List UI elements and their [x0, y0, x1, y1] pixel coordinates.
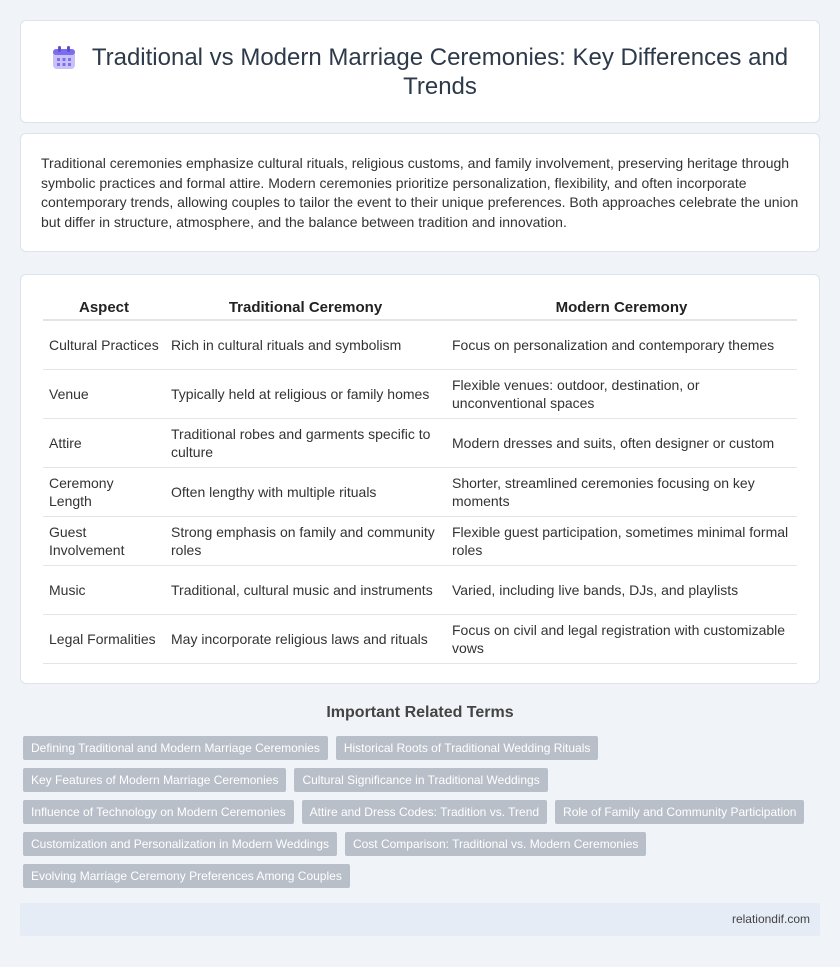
cell-modern: Varied, including live bands, DJs, and playlists: [446, 565, 797, 614]
column-header-aspect: Aspect: [43, 295, 165, 320]
related-terms-list: [23, 736, 823, 888]
cell-modern: Focus on civil and legal registration with customizable vows: [446, 614, 797, 663]
related-term-tag[interactable]: Attire and Dress Codes: Tradition vs. Trend: [302, 800, 547, 824]
cell-modern: Focus on personalization and contemporary themes: [446, 320, 797, 369]
related-term-tag[interactable]: Key Features of Modern Marriage Ceremonies: [23, 768, 286, 792]
column-header-modern: Modern Ceremony: [446, 295, 797, 320]
table-header-row: [43, 295, 797, 320]
table-row: [43, 418, 797, 467]
cell-aspect: Legal Formalities: [43, 614, 165, 663]
related-term-tag[interactable]: Defining Traditional and Modern Marriage Ceremonies: [23, 736, 328, 760]
table-row: [43, 614, 797, 663]
title-card: [20, 20, 820, 123]
related-term-tag[interactable]: Influence of Technology on Modern Ceremonies: [23, 800, 294, 824]
cell-modern: Modern dresses and suits, often designer or custom: [446, 418, 797, 467]
cell-aspect: Attire: [43, 418, 165, 467]
cell-traditional: Typically held at religious or family homes: [165, 369, 446, 418]
footer: [20, 903, 820, 936]
table-row: [43, 369, 797, 418]
related-term-tag[interactable]: Customization and Personalization in Modern Weddings: [23, 832, 337, 856]
cell-modern: Shorter, streamlined ceremonies focusing on key moments: [446, 467, 797, 516]
comparison-table: [43, 295, 797, 664]
table-row: [43, 516, 797, 565]
comparison-table-card: [20, 274, 820, 684]
page-title: Traditional vs Modern Marriage Ceremonies: Key Differences and Trends: [91, 43, 789, 100]
cell-traditional: Often lengthy with multiple rituals: [165, 467, 446, 516]
cell-traditional: Rich in cultural rituals and symbolism: [165, 320, 446, 369]
cell-aspect: Venue: [43, 369, 165, 418]
related-terms-heading: Important Related Terms: [326, 704, 514, 721]
cell-aspect: Cultural Practices: [43, 320, 165, 369]
cell-modern: Flexible venues: outdoor, destination, or unconventional spaces: [446, 369, 797, 418]
cell-traditional: Traditional, cultural music and instruments: [165, 565, 446, 614]
table-row: [43, 467, 797, 516]
related-term-tag[interactable]: Historical Roots of Traditional Wedding Rituals: [336, 736, 599, 760]
footer-site-link[interactable]: relationdif.com: [731, 912, 810, 926]
related-term-tag[interactable]: Cultural Significance in Traditional Weddings: [294, 768, 547, 792]
table-row: [43, 565, 797, 614]
intro-card: [20, 133, 820, 252]
cell-aspect: Ceremony Length: [43, 467, 165, 516]
title-wrap: [51, 43, 789, 101]
cell-aspect: Guest Involvement: [43, 516, 165, 565]
cell-traditional: Strong emphasis on family and community roles: [165, 516, 446, 565]
table-row: [43, 320, 797, 369]
cell-traditional: Traditional robes and garments specific to culture: [165, 418, 446, 467]
related-term-tag[interactable]: Cost Comparison: Traditional vs. Modern Ceremonies: [345, 832, 646, 856]
column-header-traditional: Traditional Ceremony: [165, 295, 446, 320]
cell-aspect: Music: [43, 565, 165, 614]
related-term-tag[interactable]: Evolving Marriage Ceremony Preferences Among Couples: [23, 864, 350, 888]
intro-paragraph: Traditional ceremonies emphasize cultural rituals, religious customs, and family involvement, preserving heritage through symbolic practices and formal attire. Modern ceremonies prioritize personalization, flexibility, and often incorporate contemporary trends, allowing couples to tailor the event to their unique preferences. Both approaches celebrate the union but differ in structure, atmosphere, and the balance between tradition and innovation.: [41, 155, 799, 230]
calendar-icon: [51, 45, 77, 71]
related-term-tag[interactable]: Role of Family and Community Participation: [555, 800, 804, 824]
cell-traditional: May incorporate religious laws and rituals: [165, 614, 446, 663]
cell-modern: Flexible guest participation, sometimes minimal formal roles: [446, 516, 797, 565]
